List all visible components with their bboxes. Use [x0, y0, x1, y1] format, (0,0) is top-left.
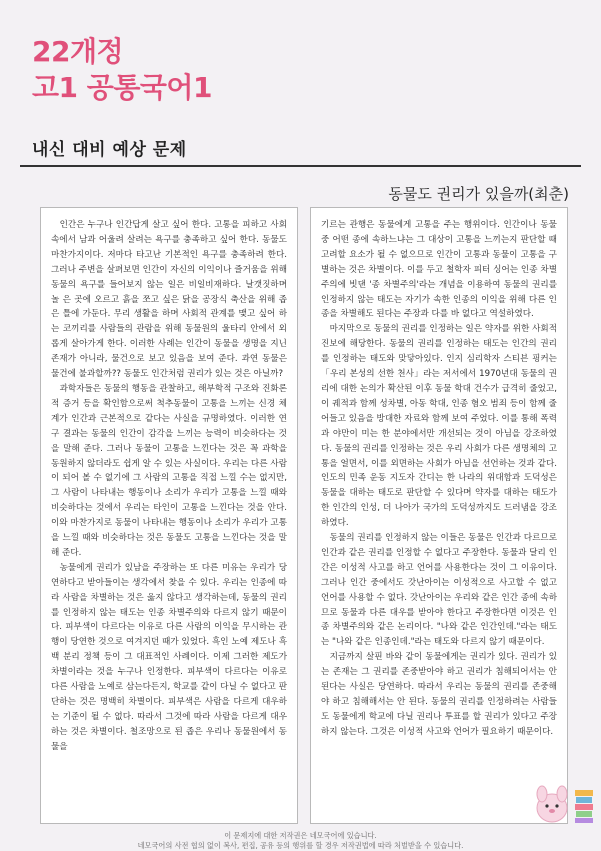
title-subject: 고1 공통국어1	[32, 71, 212, 104]
right-column	[310, 207, 568, 824]
title-grade: 22개정	[32, 35, 124, 68]
copyright-warning: 네모국어의 사전 협의 없이 복사, 편집, 공유 등의 행위를 할 경우 저작권법에 따라 처벌받을 수 있습니다.	[137, 841, 464, 850]
header-divider	[20, 165, 581, 167]
paragraph: 동물의 권리를 인정하지 않는 이들은 동물은 인간과 다르므로 인간과 같은 권리를 인정할 수 없다고 주장한다. 동물과 달리 인간은 이성적 사고를 하고 언어를 사용한다는 것이 그 이유이다. 그러나 인간 중에서도 갓난아이는 이성적으로 사고할 수 없고 언어를 사용할 수 없다. 갓난아이는 우리와 같은 인간 종에 속하므로 동물과 다른 대우를 받아야 한다고 주장한다면 이것은 인종 차별주의와 같은 논리이다. "나와 같은 인간인데."라는 태도는 "나와 같은 인종인데."라는 태도와 다르지 않기 때문이다.	[321, 533, 557, 648]
passage-columns	[40, 207, 568, 824]
paragraph: 과학자들은 동물의 행동을 관찰하고, 해부학적 구조와 진화론적 증거 등을 확인함으로써 척추동물이 고통을 느끼는 신경 체계가 인간과 근본적으로 같다는 사실을 규명하였다. 이러한 연구 결과는 동물의 인간이 감각을 느끼는 능력이 비슷하다는 것을 말해 준다. 그러나 동물이 고통을 느낀다는 것은 꼭 과학을 동원하지 않더라도 쉽게 알 수 있는 사실이다. 우리는 다른 사람이 되어 볼 수 없기에 그 사람의 고통을 직접 느낄 수는 없지만, 그 사람이 나타내는 행동이나 소리가 우리가 고통을 느낄 때와 비슷하다는 것에서 우리는 타인이 고통을 느낀다는 것을 안다. 이와 마찬가지로 동물이 나타내는 행동이나 소리가 우리가 고통을 느낄 때와 비슷하다는 것은 동물도 고통을 느낀다는 것을 말해 준다.	[51, 383, 287, 558]
paragraph: 마지막으로 동물의 권리를 인정하는 일은 약자를 위한 사회적 진보에 해당한다. 동물의 권리를 인정하는 태도는 인간의 권리를 인정하는 태도와 맞닿아있다. 인지 심리학자 스티븐 핑커는 「우리 본성의 선한 천사」라는 저서에서 1970년대 동물의 권리에 대한 논의가 확산된 이후 동물 학대 건수가 급격히 줄었고, 이 궤적과 함께 성차별, 아동 학대, 인종 혐오 범죄 등이 함께 줄어들고 있음을 방대한 자료와 함께 보여 주었다. 이를 통해 폭력과 야만이 미는 한 분야에서만 개선되는 것이 아님을 강조하였다. 동물의 권리를 인정하는 것은 우리 사회가 다른 생명체의 고통을 얼면서, 이를 외면하는 사회가 아님을 선언하는 것과 같다. 인도의 민족 운동 지도자 간디는 한 나라의 위대함과 도덕성은 동물을 대하는 태도로 판단할 수 있다며 약자를 대하는 태도가 한 인간의 인성, 더 나아가 국가의 도덕성까지도 드러냄을 강조하였다.	[321, 324, 557, 529]
paragraph: 인간은 누구나 인간답게 살고 싶어 한다. 고통을 피하고 사회 속에서 남과 어울려 살려는 욕구를 충족하고 싶어 한다. 동물도 마찬가지이다. 저마다 타고난 기본적인 욕구를 충족하려 한다. 그러나 주변을 살펴보면 인간이 자신의 이익이나 즐거움을 위해 동물의 욕구를 들어보지 않는 일은 비일비재하다. 날갯짓하며 놀 은 곳에 오르고 흙을 쪼고 싶은 닭을 공장식 축산을 위해 좁은 틀에 가둔다. 무리 생활을 하며 사회적 관계를 맺고 싶어 하는 코끼리를 사람들의 관람을 위해 동물원의 울타리 안에서 외롭게 살아가게 한다. 이러한 사례는 인간이 동물을 생명을 지닌 존재가 아니라, 물건으로 보고 있음을 보여 준다. 과연 동물은 물건에 불과할까?? 동물도 인간처럼 권리가 있는 것은 아닐까?	[51, 220, 287, 380]
copyright-footer	[0, 831, 601, 851]
copyright-line: 이 문제지에 대한 저작권은 네모국어에 있습니다.	[224, 831, 377, 840]
paragraph: 기르는 관행은 동물에게 고통을 주는 행위이다. 인간이나 동물 중 어떤 종에 속하느냐는 그 대상이 고통을 느끼는지 판단할 때 고려할 요소가 될 수 없으므로 인간이 고통과 동물이 고통을 구별하는 것은 차별이다. 이를 두고 철학자 피터 싱어는 인종 차별주의에 빗댄 '종 차별주의'라는 개념을 이용하여 동물의 권리를 인정하지 않는 태도는 자기가 속한 인종의 이익을 위해 다른 인종을 차별해도 된다는 주장과 다를 바 없다고 역설하였다.	[321, 220, 557, 320]
left-column	[40, 207, 298, 824]
books-icon	[574, 788, 594, 824]
passage-title: 동물도 권리가 있을까(최춘)	[388, 185, 569, 203]
page-subtitle: 내신 대비 예상 문제	[32, 140, 187, 160]
paragraph: 농물에게 권리가 있남을 주장하는 또 다른 미유는 우리가 당연하다고 받아들이는 생각에서 찾을 수 있다. 우리는 인종에 따라 사람을 차별하는 것은 옳지 않다고 생각하는데, 동물의 권리를 인정하지 않는 태도는 인종 차별주의와 다르지 않기 때문이다. 피부색이 다르다는 이유로 다른 사람의 이익을 무시하는 관행이 당연한 것으로 여겨지던 때가 있었다. 흑인 노예 제도나 흑백 분리 정책 등이 그 대표적인 사례이다. 이제 그러한 제도가 차별이라는 것을 누구나 인정한다. 피부색이 다르다는 이유로 다른 사람을 노예로 삼는다든지, 학교를 같이 다닐 수 없다고 판단하는 것은 명백히 차별이다. 피부색은 사람을 다르게 대우하는 기준이 될 수 없다. 따라서 그것에 따라 사람을 다르게 대우하는 것은 차별이다. 철조망으로 된 좁은 우리나 동물원에서 동물을	[51, 562, 287, 752]
mascot-icon	[532, 782, 572, 824]
paragraph: 지금까지 살핀 바와 같이 동물에게는 권리가 있다. 권리가 있는 존재는 그 권리를 존중받아야 하고 권리가 침해되어서는 안 된다는 사실은 당연하다. 따라서 우리는 동물의 권리를 존중해야 하고 침해해서는 안 된다. 동물의 권리를 인정하려는 사람들도 동물에게 학교에 다닐 권리나 투표를 할 권리가 있다고 주장하지 않는다. 그것은 이성적 사고와 언어가 필요하기 때문이다.	[321, 652, 557, 737]
title-block	[32, 34, 212, 106]
